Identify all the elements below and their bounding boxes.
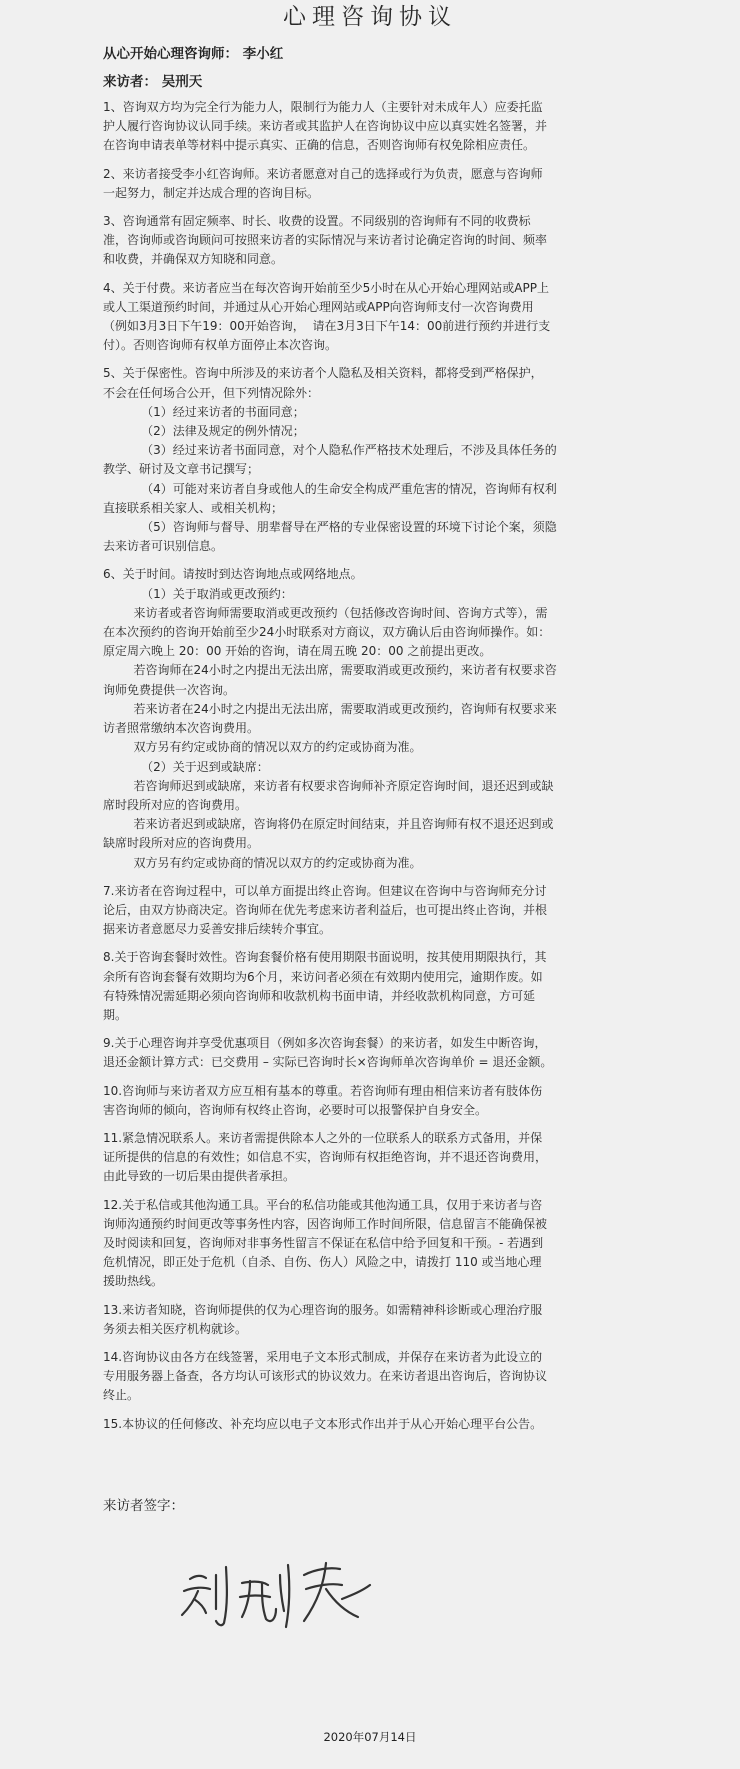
clause-line: 余所有咨询套餐有效期均为6个月，来访问者必须在有效期内使用完，逾期作废。如: [103, 969, 543, 984]
clause-line: （2）法律及规定的例外情况；: [103, 424, 305, 439]
clause-14: [103, 1348, 638, 1406]
clause-4: [103, 279, 638, 356]
clause-line: 席时段所对应的咨询费用。: [103, 797, 248, 812]
page-title: 心理咨询协议: [283, 4, 457, 30]
clause-line: 不会在任何场合公开，但下列情况除外：: [103, 385, 320, 400]
signature-label: 来访者签字：: [103, 1498, 184, 1514]
clause-line: （3）经过来访者书面同意，对个人隐私作严格技术处理后，不涉及具体任务的: [103, 443, 557, 458]
clause-line: 或人工渠道预约时间，并通过从心开始心理网站或APP向咨询师支付一次咨询费用: [103, 299, 534, 314]
clause-line: （1）经过来访者的书面同意；: [103, 404, 305, 419]
clause-line: 6、关于时间。请按时到达咨询地点或网络地点。: [103, 567, 363, 582]
clause-line: （例如3月3日下午19：00开始咨询， 请在3月3日下午14：00前进行预约并进行支: [103, 319, 551, 334]
clause-line: 15.本协议的任何修改、补充均应以电子文本形式作出并于从心开始心理平台公告。: [103, 1416, 543, 1431]
clause-line: 期。: [103, 1007, 128, 1022]
clause-12: [103, 1196, 638, 1292]
clause-line: 来访者或者咨询师需要取消或更改预约（包括修改咨询时间、咨询方式等），需: [103, 605, 548, 620]
agreement-clauses: [103, 98, 638, 1443]
clause-line: 直接联系相关家人、或相关机构；: [103, 500, 284, 515]
clause-8: [103, 948, 638, 1025]
clause-line: 若来访者迟到或缺席，咨询将仍在原定时间结束，并且咨询师有权不退还迟到或: [103, 817, 554, 832]
clause-line: 双方另有约定或协商的情况以双方的约定或协商为准。: [103, 855, 422, 870]
clause-line: 和收费，并确保双方知晓和同意。: [103, 252, 284, 267]
clause-line: 在本次预约的咨询开始前至少24小时联系对方商议，双方确认后由咨询师操作。如：: [103, 625, 551, 640]
clause-line: 14.咨询协议由各方在线签署，采用电子文本形式制成，并保存在来访者为此设立的: [103, 1349, 543, 1364]
clause-line: 2、来访者接受李小红咨询师。来访者愿意对自己的选择或行为负责，愿意与咨询师: [103, 166, 543, 181]
clause-line: 护人履行咨询协议认同手续。来访者或其监护人在咨询协议中应以真实姓名签署，并: [103, 119, 548, 134]
clause-line: （5）咨询师与督导、朋辈督导在严格的专业保密设置的环境下讨论个案，须隐: [103, 520, 557, 535]
clause-line: 访者照常缴纳本次咨询费用。: [103, 721, 260, 736]
clause-3: [103, 212, 638, 270]
clause-line: 询师沟通预约时间更改等事务性内容，因咨询师工作时间所限，信息留言不能确保被: [103, 1216, 548, 1231]
clause-line: 若来访者在24小时之内提出无法出席，需要取消或更改预约，咨询师有权要求来: [103, 701, 557, 716]
clause-line: 5、关于保密性。咨询中所涉及的来访者个人隐私及相关资料，都将受到严格保护，: [103, 366, 543, 381]
clause-line: 由此导致的一切后果由提供者承担。: [103, 1169, 296, 1184]
clause-line: 害咨询师的倾向，咨询师有权终止咨询，必要时可以报警保护自身安全。: [103, 1102, 488, 1117]
clause-line: 4、关于付费。来访者应当在每次咨询开始前至少5小时在从心开始心理网站或APP上: [103, 280, 549, 295]
clause-line: 去来访者可识别信息。: [103, 539, 224, 554]
clause-line: 11.紧急情况联系人。来访者需提供除本人之外的一位联系人的联系方式备用，并保: [103, 1130, 543, 1145]
clause-line: 8.关于咨询套餐时效性。咨询套餐价格有使用期限书面说明，按其使用期限执行，其: [103, 950, 547, 965]
clause-9: [103, 1034, 638, 1072]
clause-line: 有特殊情况需延期必须向咨询师和收款机构书面申请，并经收款机构同意，方可延: [103, 988, 536, 1003]
clause-line: 询师免费提供一次咨询。: [103, 682, 236, 697]
clause-13: [103, 1301, 638, 1339]
clause-line: 据来访者意愿尽力妥善安排后续转介事宜。: [103, 922, 332, 937]
clause-line: 援助热线。: [103, 1274, 164, 1289]
clause-line: 教学、研讨及文章书记撰写；: [103, 462, 260, 477]
clause-10: [103, 1082, 638, 1120]
clause-line: 终止。: [103, 1388, 140, 1403]
clause-line: （1）关于取消或更改预约：: [103, 586, 293, 601]
visitor-line: 来访者： 吴刑天: [103, 74, 203, 90]
clause-line: 1、咨询双方均为完全行为能力人，限制行为能力人（主要针对未成年人）应委托监: [103, 100, 543, 114]
clause-7: [103, 882, 638, 940]
clause-line: 若咨询师在24小时之内提出无法出席，需要取消或更改预约，来访者有权要求咨: [103, 663, 557, 678]
clause-line: 13.来访者知晓，咨询师提供的仅为心理咨询的服务。如需精神科诊断或心理治疗服: [103, 1302, 543, 1317]
clause-line: 退还金额计算方式：已交费用 – 实际已咨询时长×咨询师单次咨询单价 = 退还金额。: [103, 1055, 553, 1070]
clause-line: （4）可能对来访者自身或他人的生命安全构成严重危害的情况，咨询师有权利: [103, 481, 557, 496]
clause-line: 双方另有约定或协商的情况以双方的约定或协商为准。: [103, 740, 422, 755]
clause-line: 务须去相关医疗机构就诊。: [103, 1321, 248, 1336]
clause-line: 若咨询师迟到或缺席，来访者有权要求咨询师补齐原定咨询时间，退还迟到或缺: [103, 778, 554, 793]
clause-line: 10.咨询师与来访者双方应互相有基本的尊重。若咨询师有理由相信来访者有肢体伤: [103, 1083, 543, 1098]
clause-line: 12.关于私信或其他沟通工具。平台的私信功能或其他沟通工具，仅用于来访者与咨: [103, 1197, 543, 1212]
clause-6: [103, 565, 638, 872]
clause-line: 一起努力，制定并达成合理的咨询目标。: [103, 185, 320, 200]
clause-line: 证所提供的信息的有效性；如信息不实，咨询师有权拒绝咨询，并不退还咨询费用，: [103, 1150, 548, 1165]
clause-line: 及时阅读和回复，咨询师对非事务性留言不保证在私信中给予回复和干预。- 若遇到: [103, 1235, 544, 1250]
counselor-line: 从心开始心理咨询师： 李小红: [103, 46, 284, 62]
clause-line: 专用服务器上备查，各方均认可该形式的协议效力。在来访者退出咨询后，咨询协议: [103, 1369, 548, 1384]
clause-line: （2）关于迟到或缺席：: [103, 759, 269, 774]
signing-date: 2020年07月14日: [323, 1730, 417, 1744]
handwritten-signature: [176, 1545, 386, 1635]
clause-1: [103, 98, 638, 156]
clause-5: [103, 364, 638, 556]
clause-line: 9.关于心理咨询并享受优惠项目（例如多次咨询套餐）的来访者，如发生中断咨询，: [103, 1036, 547, 1051]
clause-line: 原定周六晚上 20：00 开始的咨询，请在周五晚 20：00 之前提出更改。: [103, 644, 492, 659]
clause-line: 付）。否则咨询师有权单方面停止本次咨询。: [103, 338, 338, 353]
clause-line: 缺席时段所对应的咨询费用。: [103, 836, 260, 851]
clause-line: 危机情况，即正处于危机（自杀、自伤、伤人）风险之中，请拨打 110 或当地心理: [103, 1255, 542, 1270]
clause-line: 论后，由双方协商决定。咨询师在优先考虑来访者利益后，也可提出终止咨询，并根: [103, 902, 548, 917]
clause-15: [103, 1415, 638, 1434]
clause-line: 7.来访者在咨询过程中，可以单方面提出终止咨询。但建议在咨询中与咨询师充分讨: [103, 883, 547, 898]
clause-2: [103, 165, 638, 203]
clause-11: [103, 1129, 638, 1187]
clause-line: 3、咨询通常有固定频率、时长、收费的设置。不同级别的咨询师有不同的收费标: [103, 214, 531, 229]
clause-line: 在咨询申请表单等材料中提示真实、正确的信息，否则咨询师有权免除相应责任。: [103, 138, 536, 153]
clause-line: 准，咨询师或咨询顾问可按照来访者的实际情况与来访者讨论确定咨询的时间、频率: [103, 233, 548, 248]
